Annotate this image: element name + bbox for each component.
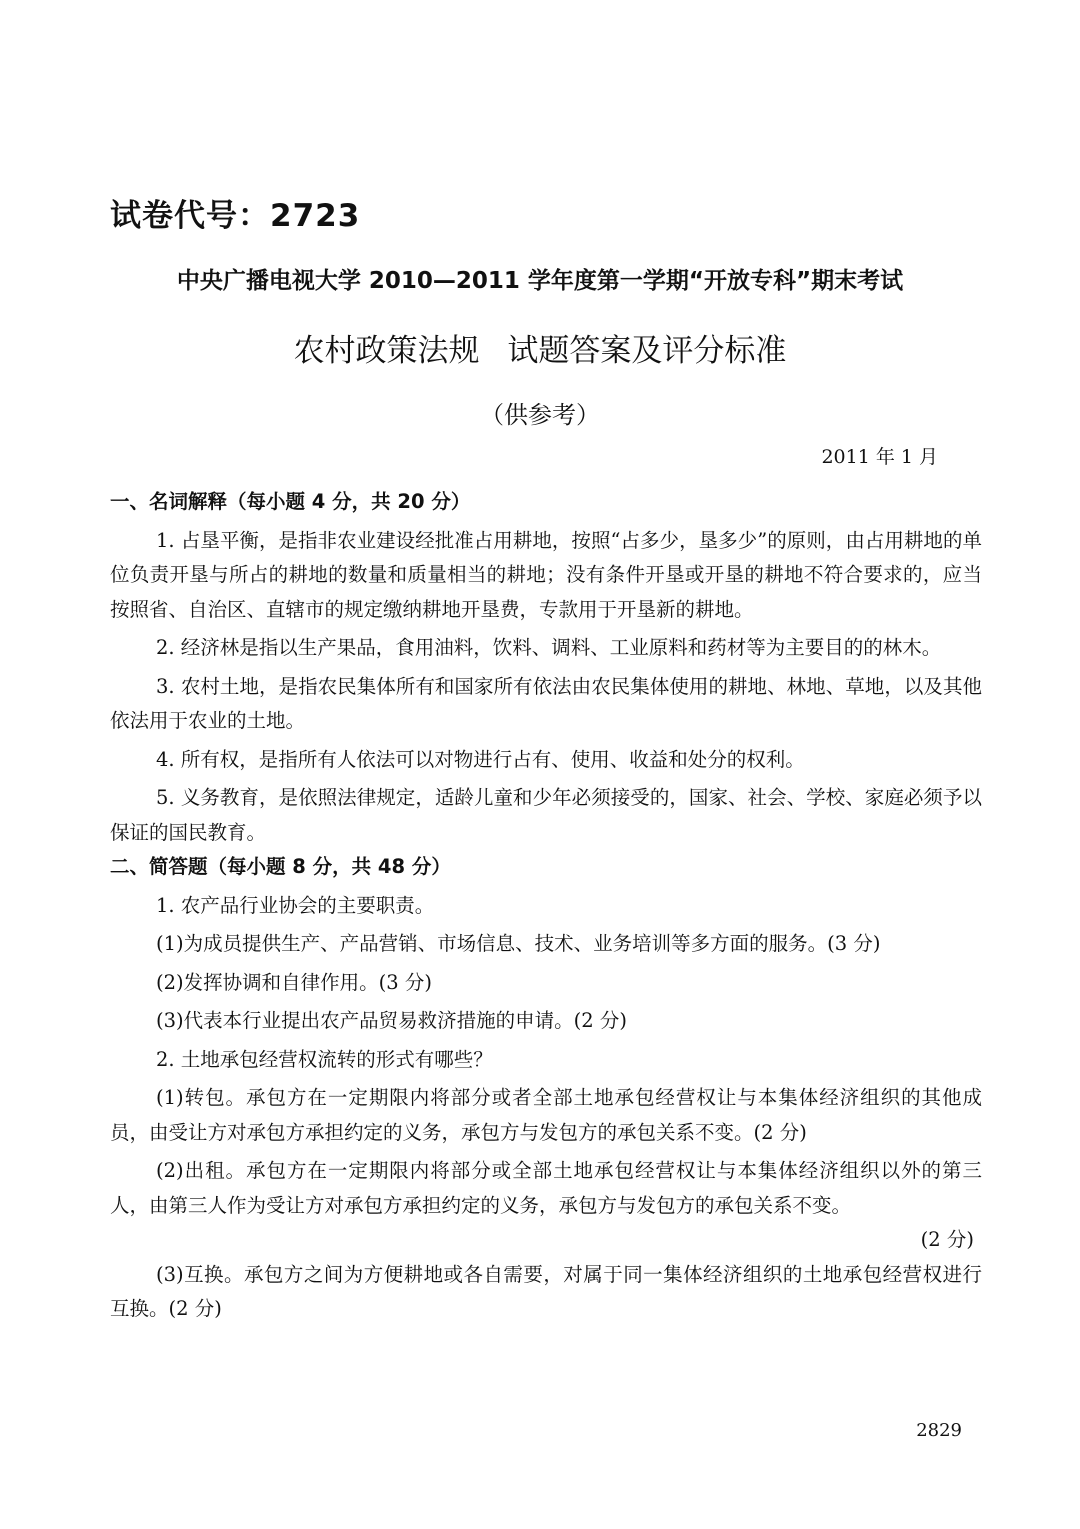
- exam-date: 2011 年 1 月: [821, 446, 938, 468]
- answer-point: (1)转包。承包方在一定期限内将部分或者全部土地承包经营权让与本集体经济组织的其他成员，由受让方对承包方承担约定的义务，承包方与发包方的承包关系不变。(2 分): [110, 1086, 982, 1144]
- paper-code: 试卷代号：2723: [110, 198, 361, 234]
- section-heading-definitions: 一、名词解释（每小题 4 分，共 20 分）: [110, 490, 471, 513]
- answer-point: (2)出租。承包方在一定期限内将部分或全部土地承包经营权让与本集体经济组织以外的第三人，由第三人作为受让方对承包方承担约定的义务，承包方与发包方的承包关系不变。: [110, 1159, 982, 1217]
- reference-note: （供参考）: [480, 401, 600, 429]
- definition-item: 2. 经济林是指以生产果品，食用油料，饮料、调料、工业原料和药材等为主要目的的林木。: [156, 636, 942, 659]
- question-text: 2. 土地承包经营权流转的形式有哪些？: [156, 1047, 493, 1071]
- definition-item: 4. 所有权，是指所有人依法可以对物进行占有、使用、收益和处分的权利。: [156, 747, 805, 771]
- answer-point: (3)代表本行业提出农产品贸易救济措施的申请。(2 分): [156, 1009, 627, 1032]
- university-exam-line: 中央广播电视大学 2010—2011 学年度第一学期“开放专科”期末考试: [176, 268, 904, 294]
- section-heading-short-answer: 二、简答题（每小题 8 分，共 48 分）: [110, 855, 451, 878]
- page-number: 2829: [916, 1420, 962, 1441]
- answer-point: (2)发挥协调和自律作用。(3 分): [156, 970, 432, 994]
- page-title: 农村政策法规 试题答案及评分标准: [293, 333, 787, 369]
- definition-item: 5. 义务教育，是依照法律规定，适龄儿童和少年必须接受的，国家、社会、学校、家庭必须予以保证的国民教育。: [110, 786, 982, 844]
- question-text: 1. 农产品行业协会的主要职责。: [156, 893, 435, 917]
- answer-point: (1)为成员提供生产、产品营销、市场信息、技术、业务培训等多方面的服务。(3 分): [156, 932, 881, 955]
- answer-point: (3)互换。承包方之间为方便耕地或各自需要，对属于同一集体经济组织的土地承包经营权进行互换。(2 分): [110, 1262, 982, 1320]
- answer-score: (2 分): [920, 1228, 974, 1251]
- answer-content: [110, 485, 982, 1327]
- definition-item: 3. 农村土地，是指农民集体所有和国家所有依法由农民集体使用的耕地、林地、草地，以及其他依法用于农业的土地。: [110, 674, 982, 732]
- definition-item: 1. 占垦平衡，是指非农业建设经批准占用耕地，按照“占多少，垦多少”的原则，由占用耕地的单位负责开垦与所占的耕地的数量和质量相当的耕地；没有条件开垦或开垦的耕地不符合要求的，应当按照省、自治区、直辖市的规定缴纳耕地开垦费，专款用于开垦新的耕地。: [110, 528, 982, 621]
